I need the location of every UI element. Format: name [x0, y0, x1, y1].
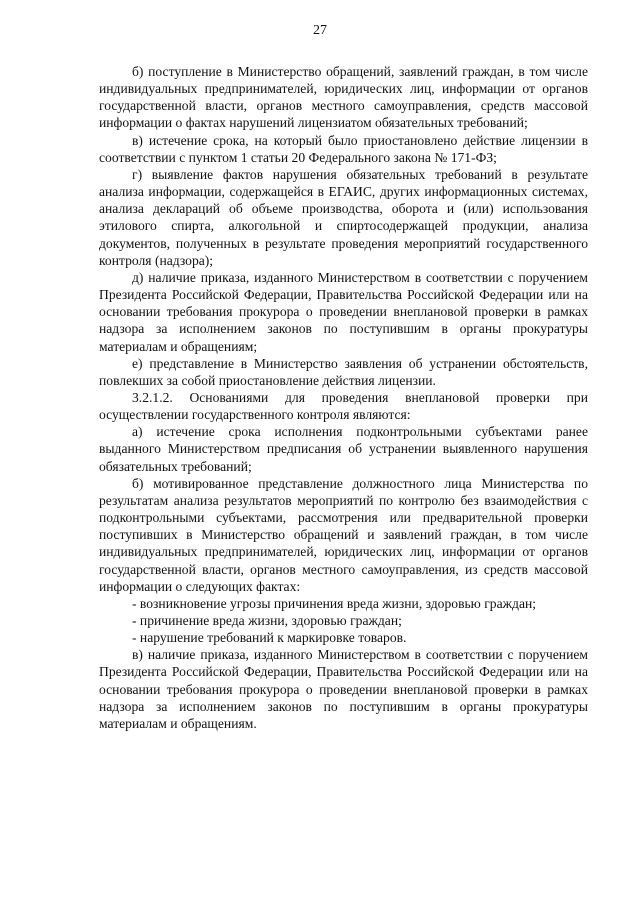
document-body — [99, 63, 588, 732]
paragraph-v-license-suspension-expiry: в) истечение срока, на который было приостановлено действие лицензии в соответствии с пунктом 1 статьи 20 Федерального закона № 171-ФЗ; — [99, 132, 588, 165]
list-item-labeling-violation: - нарушение требований к маркировке товаров. — [132, 630, 407, 646]
paragraph-a-prescription-deadline: а) истечение срока исполнения подконтрольными субъектами ранее выданного Министерством предписания об устранении выявленного нарушения обязательных требований; — [99, 424, 588, 474]
paragraph-d-ministry-order: д) наличие приказа, изданного Министерством в соответствии с поручением Президента Российской Федерации, Правительства Российской Федерации или на основании требования прокурора о проведении внеплановой проверки в рамках надзора за исполнением законов по поступившим в органы прокуратуры материалам и обращениям; — [99, 269, 588, 354]
paragraph-b-receipt-of-appeals: б) поступление в Министерство обращений, заявлений граждан, в том числе индивидуальных предпринимателей, юридических лиц, информации от органов государственной власти, органов местного самоуправления, средств массовой информации о фактах нарушений лицензиатом обязательных требований; — [99, 64, 588, 131]
page-number: 27 — [313, 23, 327, 38]
list-item-harm-caused: - причинение вреда жизни, здоровью граждан; — [132, 613, 402, 628]
paragraph-b-motivated-submission: б) мотивированное представление должностного лица Министерства по результатам анализа результатов мероприятий по контролю без взаимодействия с подконтрольными субъектами, рассмотрения или предварительной проверки поступивших в Министерство обращений и заявлений граждан, в том числе индивидуальных предпринимателей, юридических лиц, информации от органов государственной власти, органов местного самоуправления, из средств массовой информации о следующих фактах: — [99, 475, 588, 594]
paragraph-3-2-1-2-grounds: 3.2.1.2. Основаниями для проведения внеплановой проверки при осуществлении государственного контроля являются: — [99, 389, 588, 423]
paragraph-g-violations-detected: г) выявление фактов нарушения обязательных требований в результате анализа информации, содержащейся в ЕГАИС, других информационных системах, анализа деклараций об объеме производства, оборота и (или) использования этилового спирта, алкогольной и спиртосодержащей продукции, анализа документов, полученных в результате проведения мероприятий государственного контроля (надзора); — [99, 166, 588, 268]
paragraph-v-ministry-order: в) наличие приказа, изданного Министерством в соответствии с поручением Президента Российской Федерации, Правительства Российской Федерации или на основании требования прокурора о проведении внеплановой проверки в рамках надзора за исполнением законов по поступившим в органы прокуратуры материалам и обращениям. — [99, 647, 588, 731]
list-item-threat-of-harm: - возникновение угрозы причинения вреда жизни, здоровью граждан; — [132, 595, 537, 611]
paragraph-e-elimination-statement: е) представление в Министерство заявления об устранении обстоятельств, повлекших за собой приостановление действия лицензии. — [99, 355, 588, 388]
